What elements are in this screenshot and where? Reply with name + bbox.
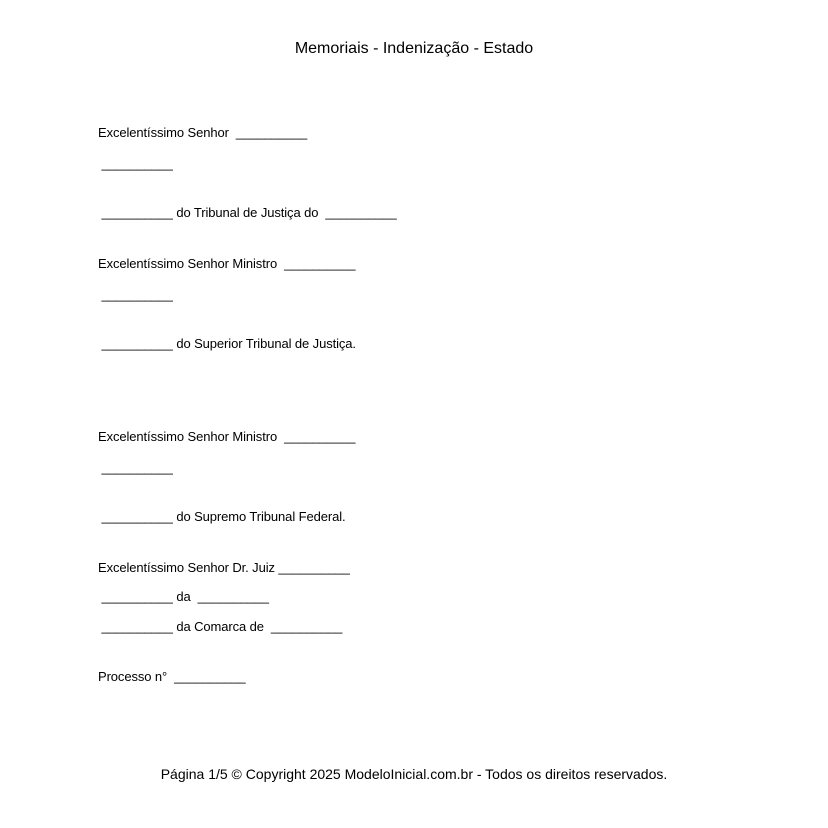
page-footer: Página 1/5 © Copyright 2025 ModeloInicial.com.br - Todos os direitos reservados. bbox=[160, 766, 668, 782]
process-number-line: Processo n° __________ bbox=[98, 669, 246, 684]
blank-line: __________ bbox=[98, 287, 173, 302]
tribunal-line: __________ do Supremo Tribunal Federal. bbox=[98, 509, 346, 524]
addressee-line: Excelentíssimo Senhor __________ bbox=[98, 125, 308, 140]
addressee-line: Excelentíssimo Senhor Dr. Juiz __________ bbox=[98, 560, 350, 575]
document-title: Memoriais - Indenização - Estado bbox=[294, 40, 534, 57]
tribunal-line: __________ do Tribunal de Justiça do __________ bbox=[98, 205, 397, 220]
tribunal-line: __________ do Superior Tribunal de Justiça. bbox=[98, 336, 356, 351]
court-line: __________ da __________ bbox=[98, 589, 269, 604]
addressee-line: Excelentíssimo Senhor Ministro __________ bbox=[98, 429, 356, 444]
comarca-line: __________ da Comarca de __________ bbox=[98, 619, 343, 634]
blank-line: __________ bbox=[98, 156, 173, 171]
addressee-line: Excelentíssimo Senhor Ministro __________ bbox=[98, 256, 356, 271]
blank-line: __________ bbox=[98, 460, 173, 475]
